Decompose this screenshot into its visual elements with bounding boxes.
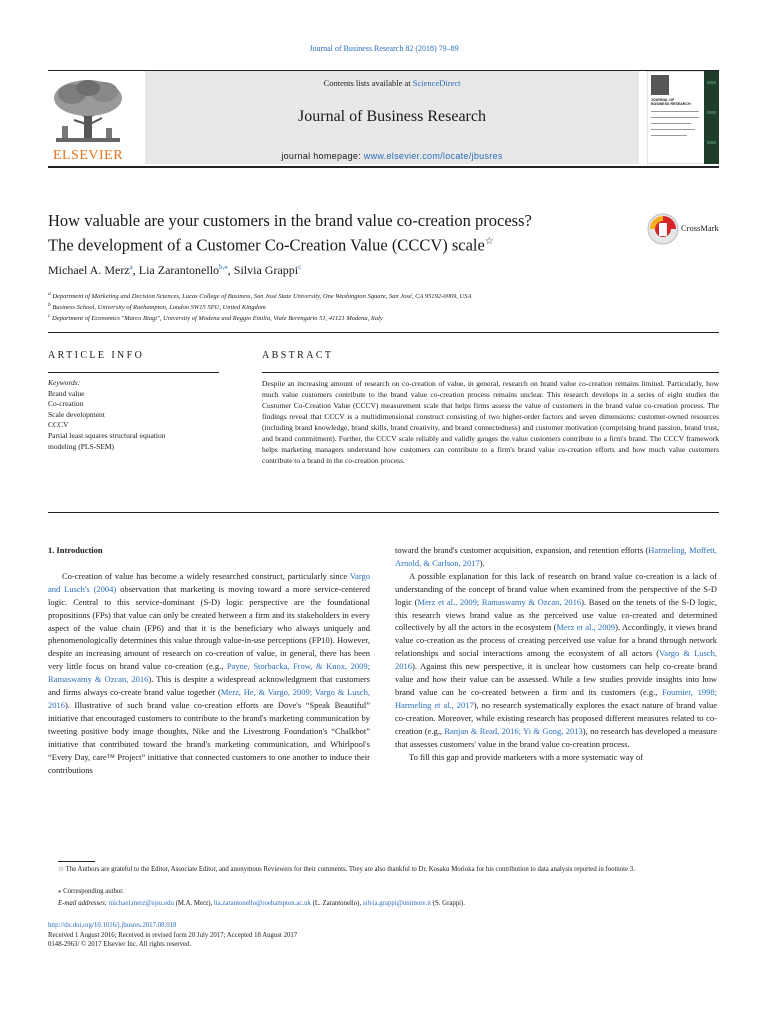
header-bottom-rule	[48, 166, 719, 168]
received-dates: Received 1 August 2016; Received in revised form 20 July 2017; Accepted 18 August 2017	[48, 931, 298, 939]
corr-text: Corresponding author.	[61, 888, 124, 895]
contents-line	[145, 78, 639, 88]
text-run: A possible explanation for this lack of research on brand value co-creation is a lack of understanding of the concept of brand value when examined from the perspective of the S-D logic (	[395, 570, 717, 607]
email-owner: (S. Grappi).	[431, 900, 466, 907]
author-list	[48, 263, 648, 278]
abstract-bottom-rule	[48, 512, 719, 513]
affil-text: Department of Economics "Marco Biagi", University of Modena and Reggio Emilia, Viale Berengario 51, 41121 Modena, Italy	[52, 315, 383, 323]
title-line-1: How valuable are your customers in the brand value co-creation process?	[48, 211, 532, 230]
footnote-emails	[48, 899, 720, 908]
intro-paragraph-1	[48, 570, 370, 777]
text-run: ). Based on the tenets of the S-D logic, this research views brand value as the perceived use value co-created and determined collectively by all the actors in the ecosystem (	[395, 596, 717, 633]
keywords-label: Keywords:	[48, 378, 81, 387]
author-sep: ,	[227, 263, 234, 277]
cover-image	[647, 71, 719, 164]
text-run: toward the brand's customer acquisition, expansion, and retention efforts (	[395, 545, 649, 555]
citation-link[interactable]: Merz et al., 2009	[556, 622, 616, 633]
email-label: E-mail addresses:	[58, 900, 109, 907]
affiliations-rule	[48, 332, 719, 333]
author-1: Michael A. Merz	[48, 263, 130, 277]
article-metadata	[48, 921, 448, 950]
keywords-block	[48, 378, 228, 452]
footnote-rule	[58, 861, 95, 862]
email-owner: (M.A. Merz),	[173, 900, 214, 907]
email-owner: (L. Zarantonello),	[310, 900, 363, 907]
text-run: ). Accordingly, it views brand value co-creation as the process of creating perceived use value for a brand through network relationships and social interactions among the ecosystem of all actors (	[395, 622, 717, 659]
email-link-merz[interactable]: michael.merz@sjsu.edu	[108, 900, 174, 907]
citation-link[interactable]: Merz et al., 2009; Ramaswamy & Ozcan, 2016	[417, 596, 582, 607]
article-info-rule	[48, 372, 219, 373]
paper-title	[48, 210, 638, 256]
affil-mark: a	[48, 291, 51, 297]
crossmark-label: CrossMark	[681, 223, 719, 233]
keyword-item: modeling (PLS-SEM)	[48, 441, 115, 451]
citation-link[interactable]: Merz, He, & Vargo, 2009; Vargo & Lusch, 2016	[48, 687, 370, 710]
journal-homepage	[145, 151, 639, 161]
tree-icon	[48, 76, 128, 148]
text-run: ). Illustrative of such brand value co-creation efforts are Dove's “Speak Beautiful” initiative that encouraged customers to contribute to the brand's marketing communication by tweeting positive body image thoughts, Nike and the Livestrong Foundation's “Chalkbot” initiative that contributed toward the brand's marketing communication, and Whirlpool's “Every Day, care™ Project” initiative that connected customers to one another to induce their contributions	[48, 699, 370, 775]
keyword-item: Partial least squares structural equation	[48, 430, 166, 440]
title-line-2	[48, 231, 638, 256]
journal-citation[interactable]: Journal of Business Research 82 (2018) 79–89	[309, 44, 459, 53]
abstract-rule	[262, 372, 719, 373]
article-info-heading: ARTICLE INFO	[48, 350, 145, 361]
affil-text: Department of Marketing and Decision Sciences, Lucas College of Business, San José State University, One Washington Square, San José, CA 95192-0069, USA	[52, 293, 472, 301]
text-run: ). This is despite a widespread acknowledgment that customers and firms always co-create brand value together (	[48, 674, 370, 698]
section-heading-introduction: 1. Introduction	[48, 545, 103, 555]
footnote-corresponding	[48, 887, 720, 896]
affil-mark: c	[48, 313, 51, 319]
footnote-text: The Authors are grateful to the Editor, Associate Editor, and anonymous Reviewers for their comments. They are also thankful to Dr. Kosaku Morioka for his contribution to data analysis reported in footnote 3.	[64, 866, 635, 873]
contents-prefix: Contents lists available at	[323, 78, 413, 88]
journal-cover-thumbnail	[647, 71, 719, 164]
affiliation-c	[48, 311, 728, 324]
keyword-item: CCCV	[48, 420, 69, 430]
issn-copyright: 0148-2963/ © 2017 Elsevier Inc. All rights reserved.	[48, 941, 192, 948]
affil-text: Business School, University of Roehampton, London SW15 5PU, United Kingdom	[52, 304, 266, 312]
footnote-acknowledgment	[48, 865, 720, 874]
homepage-link[interactable]: www.elsevier.com/locate/jbusres	[363, 151, 503, 161]
author-2-affil[interactable]: b,⁎	[219, 263, 228, 271]
email-link-zarantonello[interactable]: lia.zarantonello@roehampton.ac.uk	[213, 900, 311, 907]
author-sep: ,	[132, 263, 139, 277]
paragraph-continuation	[395, 544, 717, 570]
journal-title: Journal of Business Research	[298, 108, 486, 125]
citation-link[interactable]: Harmeling, Moffett, Arnold, & Carlson, 2017	[395, 545, 717, 568]
text-run: observation that marketing is moving toward a more service-centered logic. Central to this service-dominant (S-D) logic perspective are the foundational propositions (FPs) that value can only be created between a firm and its stakeholders in every aspect of the value chain (FP6) and that it is the beneficiary who always uniquely and phenomenologically determines this value through value-in-use perceptions (FP10). However, despite an increasing amount of research on co-creation of value, in general, there has been very little focus on brand value co-creation (e.g.,	[48, 583, 371, 672]
keyword-item: Co-creation	[48, 399, 84, 409]
corr-mark: ⁎	[58, 888, 62, 895]
cover-title: JOURNAL OF BUSINESS RESEARCH	[651, 98, 691, 106]
text-run: ), no research has developed a measure that assesses customers' value in the brand value co-creation process.	[395, 725, 717, 749]
homepage-prefix: journal homepage:	[281, 151, 364, 161]
title-footnote-star[interactable]: ☆	[484, 236, 494, 247]
keyword-item: Scale development	[48, 409, 105, 419]
abstract-text: Despite an increasing amount of research on co-creation of value, in general, research on brand value co-creation remains limited. Particularly, how much value customers contribute to the brand value co-creation process remains unclear. This research develops in a series of eight studies the Customer Co-Creation Value (CCCV) measurement scale that helps firms assess the value of customers in the brand value co-creation process. The findings reveal that CCCV is a multidimensional construct consisting of two higher-order factors and seven dimensions: customer-owned resources (including brand knowledge, brand skills, brand creativity, and brand connectedness) and customer motivation (comprising brand passion, brand trust, and brand commitment). Further, the CCCV scale reliably and validly gauges the value customers contribute to a firm's brand. The CCCV framework helps marketing managers understand how customers can contribute to a firm's brand value co-creation efforts and how much value customers contribute to a brand in the co-creation process.	[262, 379, 719, 465]
intro-paragraph-3: To fill this gap and provide marketers with a more systematic way of	[409, 751, 644, 762]
crossmark-icon	[647, 213, 679, 245]
citation-link[interactable]: Vargo & Lusch, 2016	[395, 648, 718, 672]
title-line-2-text: The development of a Customer Co-Creation Value (CCCV) scale	[48, 235, 485, 255]
body-right-column	[395, 544, 717, 763]
citation-link[interactable]: Fournier, 1998; Harmeling et al., 2017	[395, 686, 718, 710]
body-left-column	[48, 544, 370, 776]
footnote-star: ☆	[58, 866, 65, 873]
abstract-heading: ABSTRACT	[262, 350, 334, 361]
affil-mark: b	[48, 302, 51, 308]
author-3-affil[interactable]: c	[298, 263, 302, 271]
text-run: Co-creation of value has become a widely researched construct, particularly since	[62, 570, 350, 581]
text-run: ).	[479, 557, 485, 568]
citation-link[interactable]: Vargo and Lusch's (2004)	[48, 570, 370, 594]
citation-link[interactable]: Payne, Storbacka, Frow, & Knox, 2009; Ramaswamy & Ozcan, 2016	[48, 661, 370, 685]
elsevier-wordmark: ELSEVIER	[52, 148, 124, 163]
intro-paragraph-2	[395, 570, 717, 751]
crossmark-badge[interactable]	[647, 213, 727, 245]
email-link-grappi[interactable]: silvia.grappi@unimore.it	[362, 900, 432, 907]
keyword-item: Brand value	[48, 388, 85, 398]
author-1-affil[interactable]: a	[129, 263, 133, 271]
doi-link[interactable]: http://dx.doi.org/10.1016/j.jbusres.2017.08.018	[48, 922, 177, 929]
text-run: ), no research systematically explores the exact nature of brand value co-creation. Moreover, while existing research has proposed different measures related to co-creation (e.g.,	[395, 699, 717, 736]
citation-link[interactable]: Ranjan & Read, 2016; Yi & Gong, 2013	[444, 725, 583, 736]
author-3: Silvia Grappi	[233, 263, 299, 277]
text-run: ). Against this new perspective, it is unclear how customers can help co-create brand value and how their value can be assessed. While a few studies provide insights into how brand value can be co-created between a firm and its customers (e.g.,	[395, 661, 717, 697]
author-2: Lia Zarantonello	[138, 263, 220, 277]
sciencedirect-link[interactable]: ScienceDirect	[412, 78, 461, 88]
